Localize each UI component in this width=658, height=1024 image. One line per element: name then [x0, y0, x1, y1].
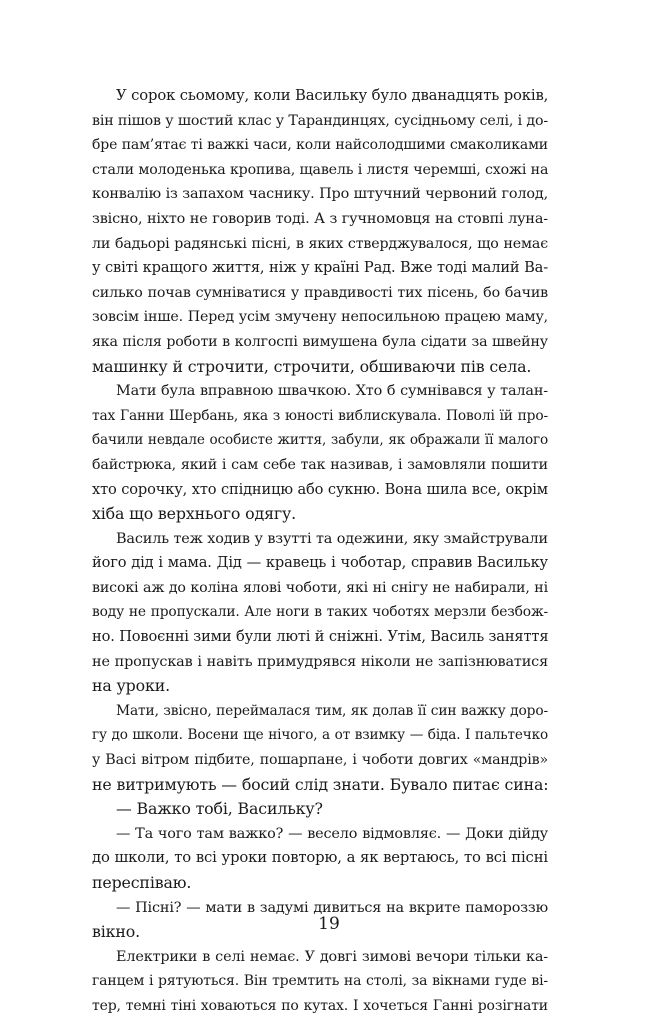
text-line: у світі кращого життя, ніж у країні Рад. Вже тоді малий Ва- — [92, 259, 548, 277]
text-line: зовсім інше. Перед усім змучену непосильною працею маму, — [92, 309, 548, 326]
text-line: до школи, то всі уроки повторю, а як вертаюсь, то всі пісні — [92, 849, 548, 867]
text-line: — Пісні? — мати в задумі дивиться на вкрите памороззю — [116, 899, 548, 916]
text-line: він пішов у шостий клас у Тарандинцях, сусідньому селі, і до- — [92, 112, 548, 129]
text-line: воду не пропускали. Але ноги в таких чоботях мерзли безбож- — [92, 604, 548, 621]
text-line: силько почав сумніватися у правдивості тих пісень, бо бачив — [92, 284, 548, 301]
text-line: хіба що верхнього одягу. — [92, 504, 297, 524]
text-line: на уроки. — [92, 676, 170, 696]
text-line: Мати була вправною швачкою. Хто б сумнівався у талан- — [116, 383, 548, 400]
text-line: у Васі вітром підбите, пошарпане, і чоботи довгих «мандрів» — [92, 752, 548, 769]
text-line: байстрюка, який і сам себе так називав, і замовляли пошити — [92, 456, 548, 473]
text-line: гу до школи. Восени ще нічого, а от взимку — біда. І пальтечко — [92, 727, 548, 744]
page-body — [92, 84, 548, 1019]
text-line: Мати, звісно, переймалася тим, як долав її син важку доро- — [116, 702, 548, 719]
text-line: вікно. — [92, 922, 140, 942]
text-line: переспіваю. — [92, 873, 192, 892]
text-line: бачили невдале особисте життя, забули, як ображали її малого — [92, 432, 548, 449]
text-line: не витримують — босий слід знати. Бувало питає сина: — [92, 774, 549, 794]
text-line: машинку й строчити, строчити, обшиваючи пів села. — [92, 356, 532, 376]
text-line: бре пам’ятає ті важкі часи, коли найсолодшими смаколиками — [92, 137, 548, 154]
text-line: Електрики в селі немає. У довгі зимові вечори тільки ка- — [116, 948, 548, 965]
text-line: хто сорочку, хто спідницю або сукню. Вона шила все, окрім — [92, 480, 548, 498]
text-line: високі аж до коліна ялові чоботи, які ні снігу не набирали, ні — [92, 579, 548, 596]
text-line: конвалію із запахом часнику. Про штучний червоний голод, — [92, 186, 548, 203]
text-line: яка після роботи в колгоспі вимушена була сідати за швейну — [92, 333, 548, 350]
text-line: ли бадьорі радянські пісні, в яких стверджувалося, що немає — [92, 235, 548, 252]
text-line: но. Повоєнні зими були люті й сніжні. Утім, Василь заняття — [92, 628, 549, 646]
text-line: Василь теж ходив у взутті та одежини, яку змайстрували — [116, 530, 548, 547]
text-line: звісно, ніхто не говорив тоді. А з гучномовця на стовпі луна- — [92, 210, 548, 227]
text-line: ганцем і рятуються. Він тремтить на столі, за вікнами гуде ві- — [92, 973, 548, 990]
text-line: стали молоденька кропива, щавель і листя черемші, схожі на — [92, 161, 549, 178]
text-line: тах Ганни Шербань, яка з юності виблискувала. Поволі їй про- — [92, 407, 548, 424]
page-number: 19 — [318, 914, 340, 934]
text-line: — Важко тобі, Васильку? — [116, 799, 323, 819]
text-line: — Та чого там важко? — весело відмовляє. — Доки дійду — [116, 825, 548, 842]
text-line: У сорок сьомому, коли Васильку було дванадцять років, — [116, 87, 549, 104]
text-line: тер, темні тіні ховаються по кутах. І хочеться Ганні розігнати — [92, 997, 548, 1014]
text-line: не пропускав і навіть примудрявся ніколи не запізнюватися — [92, 653, 548, 670]
text-line: його дід і мама. Дід — кравець і чоботар, справив Васильку — [92, 554, 548, 572]
